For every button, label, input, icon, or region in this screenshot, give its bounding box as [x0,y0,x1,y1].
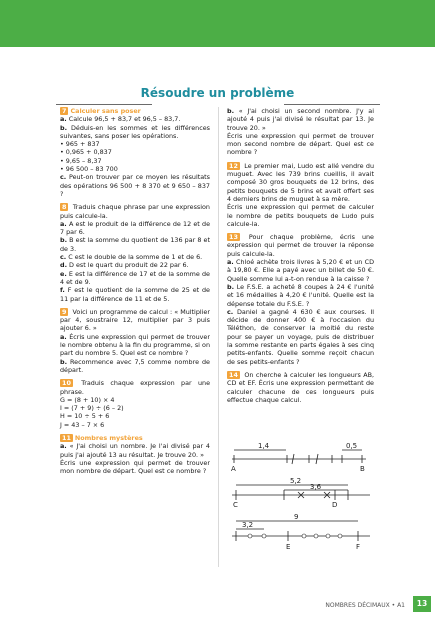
left-column [60,107,210,480]
exercise-7: 7 Calculer sans poser a. Calcule 96,5 + 83,7 et 96,5 – 83,7. b. Déduis-en les sommes et les différences suivantes, sans poser les opérations. • 965 + 837 • 0,965 + 0,837 • 9,65 – 8,37 • 96 500 – 83 700 c. Peut-on trouver par ce moyen les résultats des opérations 96 500 + 8 370 et 9 650 – 837 ? [60,107,210,198]
circle-mark [262,534,266,538]
list-item: G = (8 + 10) × 4 [60,395,115,404]
section-title: Résoudre un problème [140,86,295,100]
exercise-number: 13 [229,233,238,242]
exercise-number: 12 [229,161,238,170]
column-divider [218,107,219,567]
label-1-4: 1,4 [258,442,270,450]
circle-mark [302,534,306,538]
exercise-number: 10 [62,379,71,388]
circle-mark [326,534,330,538]
chapter-footer: NOMBRES DÉCIMAUX • A1 [325,602,405,609]
list-item: J = 43 – 7 × 6 [60,420,105,429]
page-number: 13 [413,596,431,612]
label-0-5: 0,5 [346,442,358,450]
list-item: • 9,65 – 8,37 [60,156,102,165]
right-column [227,107,374,409]
exercise-title: Calculer sans poser [70,107,141,115]
point-b: B [360,465,365,473]
list-item: • 965 + 837 [60,140,100,149]
exercise-number: 11 [62,433,71,442]
circle-mark [338,534,342,538]
exercise-9: 9 Voici un programme de calcul : « Multiplier par 4, soustraire 12, multiplier par 3 puis ajouter 6. » a. Écris une expression qui permet de trouver le nombre obtenu à la fin du programme, si on part du nombre 5. Quel est ce nombre ? b. Recommence avec 7,5 comme nombre de départ. [60,307,210,374]
point-a: A [231,465,236,473]
exercise-number: 7 [62,107,67,115]
exercise-11: 11 Nombres mystères a. « J'ai choisi un nombre. Je l'ai divisé par 4 puis j'ai ajouté 13 au résultat. Je trouve 20. » Écris une expression qui permet de trouver mon nombre de départ. Quel est ce nombre ? [60,433,210,476]
list-item: • 0,965 + 0,837 [60,148,112,157]
exercise-11-continued: b. « J'ai choisi un second nombre. J'y ai ajouté 4 puis j'ai divisé le résultat par 13. Je trouve 20. » Écris une expression qui permet de trouver mon second nombre de départ. Quel est ce nombre ? [227,107,374,157]
segment-diagram [228,440,378,552]
title-rule-right [284,104,380,105]
circle-mark [248,534,252,538]
list-item: I = (7 + 9) ÷ (6 – 2) [60,404,124,413]
label-3-6: 3,6 [310,483,322,491]
title-rule-left [56,104,152,105]
label-5-2: 5,2 [290,477,302,485]
label-3-2: 3,2 [242,521,254,529]
exercise-12: 12 Le premier mai, Ludo est allé vendre du muguet. Avec les 739 brins cueillis, il avait composé 30 gros bouquets de 12 brins, des petits bouquets de 5 brins et avait offert ses 4 derniers brins de muguet à sa mère. Écris une expression qui permet de calculer le nombre de petits bouquets de Ludo puis calcule-la. [227,161,374,228]
point-d: D [332,501,338,509]
exercise-10: 10 Traduis chaque expression par une phrase. G = (8 + 10) × 4 I = (7 + 9) ÷ (6 – 2) H = 10 ÷ 5 + 6 J = 43 – 7 × 6 [60,379,210,429]
exercise-number: 9 [62,307,67,316]
circle-mark [314,534,318,538]
point-c: C [233,501,238,509]
header-band [0,0,435,47]
list-item: H = 10 ÷ 5 + 6 [60,412,110,421]
exercise-title: Nombres mystères [74,433,143,442]
exercise-8: 8 Traduis chaque phrase par une expression puis calcule-la. a. A est le produit de la différence de 12 et de 7 par 6. b. B est la somme du quotient de 136 par 8 et de 3. c. C est le double de la somme de 1 et de 6. d. D est le quart du produit de 22 par 6. e. E est la différence de 17 et de la somme de 4 et de 9. f. F est le quotient de la somme de 25 et de 11 par la différence de 11 et de 5. [60,203,210,303]
exercise-number: 8 [62,203,67,212]
exercise-14: 14 On cherche à calculer les longueurs AB, CD et EF. Écris une expression permettant de calculer chacune de ces longueurs puis effectue chaque calcul. [227,370,374,404]
list-item: • 96 500 – 83 700 [60,165,118,174]
point-e: E [286,543,291,551]
point-f: F [356,543,361,551]
label-9: 9 [294,513,299,521]
exercise-13: 13 Pour chaque problème, écris une expression qui permet de trouver la réponse puis calcule-la. a. Chloé achète trois livres à 5,20 € et un CD à 19,80 €. Elle a payé avec un billet de 50 €. Quelle somme lui a-t-on rendue à la caisse ? b. Le F.S.E. a acheté 8 coupes à 24 € l'unité et 16 médailles à 4,20 € l'unité. Quelle est la dépense totale du F.S.E. ? c. Daniel a gagné 4 630 € aux courses. Il décide de donner 400 € à l'occasion du Téléthon, de conserver la moitié du reste pour se payer un voyage, puis de distribuer la somme restante en parts égales à ses cinq petits-enfants. Quelle somme reçoit chacun de ses petits-enfants ? [227,233,374,366]
exercise-number: 14 [229,370,238,379]
